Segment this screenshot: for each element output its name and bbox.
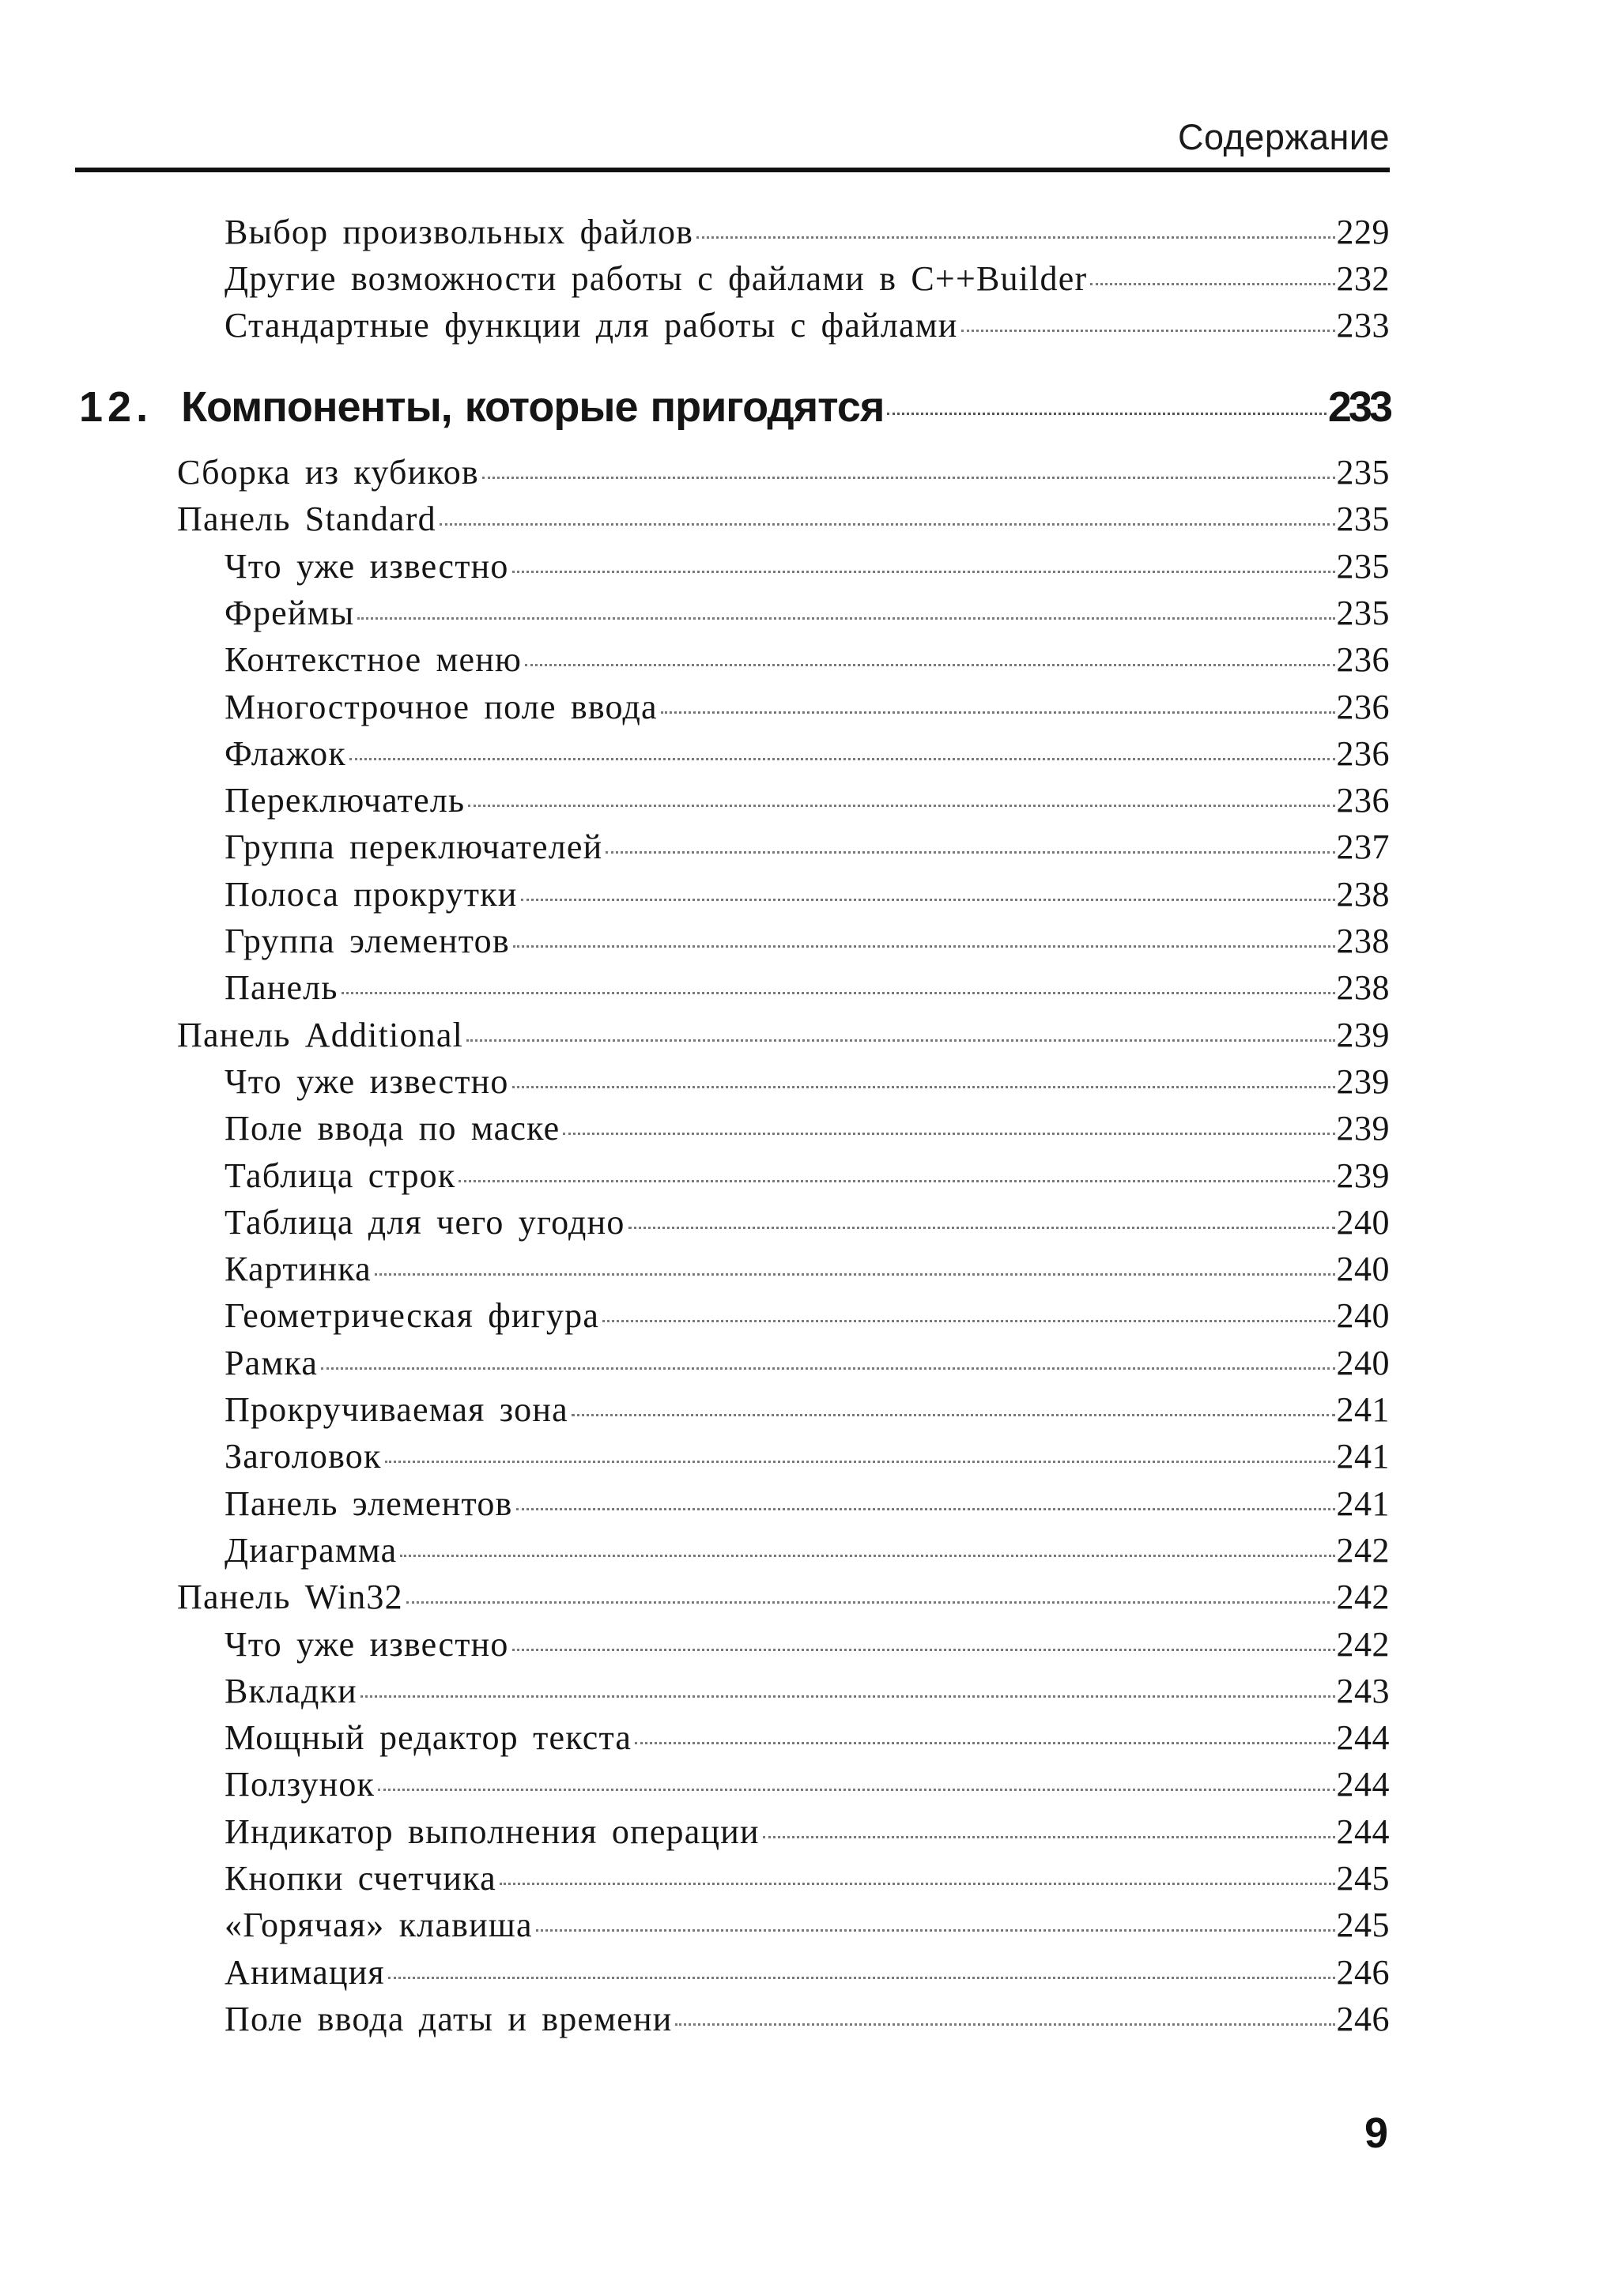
header-title: Содержание [1178, 117, 1390, 157]
toc-entry-label: Контекстное меню [225, 640, 523, 679]
dot-leader [763, 1836, 1335, 1838]
toc-entry-label: Панель элементов [225, 1484, 513, 1523]
dot-leader [400, 1555, 1334, 1557]
toc-entry [225, 2002, 1390, 2037]
toc-entry-page: 243 [1336, 1672, 1390, 1710]
toc-entry [225, 308, 1390, 343]
toc-entry [225, 1812, 1390, 1851]
toc-entry [177, 502, 1390, 537]
toc-entry [225, 1205, 1390, 1240]
toc-entry-label: Заголовок [225, 1437, 382, 1476]
toc-entry [225, 1111, 1390, 1146]
toc-entry-page: 239 [1336, 1062, 1390, 1101]
dot-leader [696, 236, 1334, 239]
toc-entry-page: 246 [1336, 1953, 1390, 1992]
toc-entry-label: Флажок [225, 734, 346, 773]
dot-leader [675, 2023, 1334, 2026]
toc-entry-page: 235 [1336, 500, 1390, 538]
toc-entry-label: Что уже известно [225, 1062, 509, 1101]
toc-entry [225, 1390, 1390, 1429]
toc-entry-page: 238 [1336, 968, 1390, 1007]
toc-entry [225, 259, 1390, 298]
toc-entry-label: Панель Additional [177, 1016, 464, 1054]
toc-entry-label: Панель Standard [177, 500, 436, 538]
toc-entry-page: 238 [1336, 875, 1390, 914]
toc-entry-page: 242 [1336, 1531, 1390, 1570]
chapter-page: 233 [1327, 383, 1390, 431]
dot-leader [887, 413, 1326, 415]
toc-entry-label: Мощный редактор текста [225, 1718, 632, 1757]
toc-entry-page: 235 [1336, 453, 1390, 492]
toc-entry [177, 455, 1390, 490]
toc-entry [225, 640, 1390, 679]
toc-entry [225, 734, 1390, 773]
toc-entry-label: Вкладки [225, 1672, 357, 1710]
toc-chapter [79, 383, 1390, 431]
toc-entry-page: 239 [1336, 1016, 1390, 1054]
toc-entry [225, 968, 1390, 1007]
dot-leader [513, 945, 1335, 948]
chapter-number: 12. [79, 383, 153, 431]
dot-leader [385, 1461, 1335, 1463]
toc-entry-page: 236 [1336, 688, 1390, 726]
toc-entry-label: Ползунок [225, 1765, 376, 1804]
toc-entry [177, 1018, 1390, 1053]
toc-entry-page: 233 [1336, 306, 1390, 345]
toc-entry-page: 240 [1336, 1250, 1390, 1288]
toc-entry [225, 1861, 1390, 1896]
toc-entry-page: 245 [1336, 1859, 1390, 1898]
toc-entry [225, 1767, 1390, 1802]
toc-entry-page: 242 [1336, 1625, 1390, 1664]
dot-leader [440, 523, 1335, 526]
dot-leader [375, 1273, 1335, 1276]
dot-leader [378, 1789, 1334, 1791]
toc-entry-page: 245 [1336, 1906, 1390, 1944]
dot-leader [635, 1742, 1334, 1744]
dot-leader [459, 1180, 1334, 1182]
toc-entry-page: 241 [1336, 1390, 1390, 1429]
toc-entry [225, 1484, 1390, 1523]
toc-entry-label: Прокручиваемая зона [225, 1390, 568, 1429]
dot-leader [349, 758, 1335, 760]
toc-entry [225, 1346, 1390, 1381]
toc-entry-label: Индикатор выполнения операции [225, 1812, 760, 1851]
dot-leader [406, 1601, 1335, 1604]
chapter-title: Компоненты, которые пригодятся [181, 383, 885, 431]
toc-entry-label: Поле ввода по маске [225, 1109, 560, 1148]
toc-entry-label: Полоса прокрутки [225, 875, 518, 914]
dot-leader [500, 1883, 1335, 1885]
toc-entry-page: 239 [1336, 1109, 1390, 1148]
toc-entry [225, 1908, 1390, 1943]
toc-entry-label: Многострочное поле ввода [225, 688, 658, 726]
toc-entry [225, 877, 1390, 912]
toc-entry-label: Стандартные функции для работы с файлами [225, 306, 958, 345]
dot-leader [572, 1414, 1335, 1416]
toc-entry-page: 244 [1336, 1765, 1390, 1804]
toc-entry [177, 1580, 1390, 1615]
toc-entry [225, 215, 1390, 250]
toc-entry [225, 1533, 1390, 1568]
toc-entry-page: 229 [1336, 213, 1390, 251]
toc-entry [225, 1296, 1390, 1335]
dot-leader [360, 1695, 1335, 1698]
toc-entry [225, 1674, 1390, 1709]
dot-leader [961, 330, 1335, 332]
toc-entry-label: Выбор произвольных файлов [225, 213, 694, 251]
toc-entry-page: 237 [1336, 828, 1390, 866]
toc-entry-page: 244 [1336, 1718, 1390, 1757]
page-number: 9 [1364, 2109, 1388, 2157]
toc-entry-label: Панель [225, 968, 338, 1007]
toc-entry-label: Кнопки счетчика [225, 1859, 496, 1898]
dot-leader [521, 899, 1335, 901]
dot-leader [388, 1977, 1335, 1979]
toc-entry-label: Что уже известно [225, 547, 509, 586]
dot-leader [628, 1227, 1335, 1229]
dot-leader [466, 1039, 1334, 1042]
toc-entry-page: 232 [1336, 259, 1390, 298]
toc-entry [225, 1718, 1390, 1757]
toc-entry-label: Картинка [225, 1250, 372, 1288]
toc-entry-label: Переключатель [225, 781, 466, 820]
toc-entry-page: 235 [1336, 594, 1390, 632]
toc-entry-label: Диаграмма [225, 1531, 398, 1570]
toc-entry-label: Фреймы [225, 594, 355, 632]
toc-entry-page: 236 [1336, 734, 1390, 773]
toc-entry [225, 924, 1390, 959]
toc-entry-label: Таблица строк [225, 1156, 456, 1195]
dot-leader [482, 477, 1335, 479]
toc-entry [225, 1252, 1390, 1287]
toc-entry-page: 241 [1336, 1484, 1390, 1523]
toc-entry [225, 690, 1390, 725]
dot-leader [357, 617, 1334, 620]
dot-leader [512, 571, 1335, 573]
toc-entry-label: Поле ввода даты и времени [225, 2000, 673, 2038]
toc-entry-label: Группа элементов [225, 922, 510, 960]
dot-leader [512, 1649, 1335, 1651]
toc-entry [225, 549, 1390, 584]
toc-entry [225, 1062, 1390, 1101]
toc-entry-label: Таблица для чего угодно [225, 1203, 625, 1242]
toc-entry-label: Геометрическая фигура [225, 1296, 600, 1335]
toc-entry-label: Сборка из кубиков [177, 453, 479, 492]
dot-leader [602, 1320, 1334, 1322]
toc-entry [225, 1439, 1390, 1474]
toc-entry [225, 1955, 1390, 1990]
toc-entry-label: Анимация [225, 1953, 385, 1992]
toc-entry-label: Другие возможности работы с файлами в C++Builder [225, 259, 1088, 298]
toc-entry-page: 242 [1336, 1578, 1390, 1616]
toc-entry [225, 1156, 1390, 1195]
toc-entry-label: «Горячая» клавиша [225, 1906, 533, 1944]
toc-entry-page: 241 [1336, 1437, 1390, 1476]
dot-leader [342, 992, 1335, 994]
dot-leader [536, 1929, 1335, 1932]
toc-entry-page: 238 [1336, 922, 1390, 960]
dot-leader [606, 851, 1334, 854]
toc-entry [225, 1627, 1390, 1662]
toc-entry-page: 235 [1336, 547, 1390, 586]
toc-entry-page: 240 [1336, 1344, 1390, 1382]
toc-entry-page: 236 [1336, 781, 1390, 820]
toc-entry-label: Группа переключателей [225, 828, 603, 866]
toc-entry [225, 830, 1390, 865]
dot-leader [321, 1367, 1334, 1370]
toc-entry-label: Рамка [225, 1344, 319, 1382]
dot-leader [563, 1133, 1334, 1135]
toc-entry [225, 596, 1390, 631]
toc-entry-page: 240 [1336, 1296, 1390, 1335]
dot-leader [661, 711, 1335, 714]
toc-entry [225, 783, 1390, 818]
toc-entry-page: 236 [1336, 640, 1390, 679]
toc-entry-page: 240 [1336, 1203, 1390, 1242]
dot-leader [468, 805, 1334, 807]
toc-entry-page: 246 [1336, 2000, 1390, 2038]
dot-leader [1090, 283, 1334, 285]
toc-entry-page: 244 [1336, 1812, 1390, 1851]
dot-leader [516, 1508, 1335, 1510]
toc-entry-label: Что уже известно [225, 1625, 509, 1664]
toc-entry-label: Панель Win32 [177, 1578, 403, 1616]
toc-entry-page: 239 [1336, 1156, 1390, 1195]
dot-leader [525, 664, 1334, 666]
dot-leader [512, 1086, 1335, 1088]
header-rule [75, 168, 1390, 172]
